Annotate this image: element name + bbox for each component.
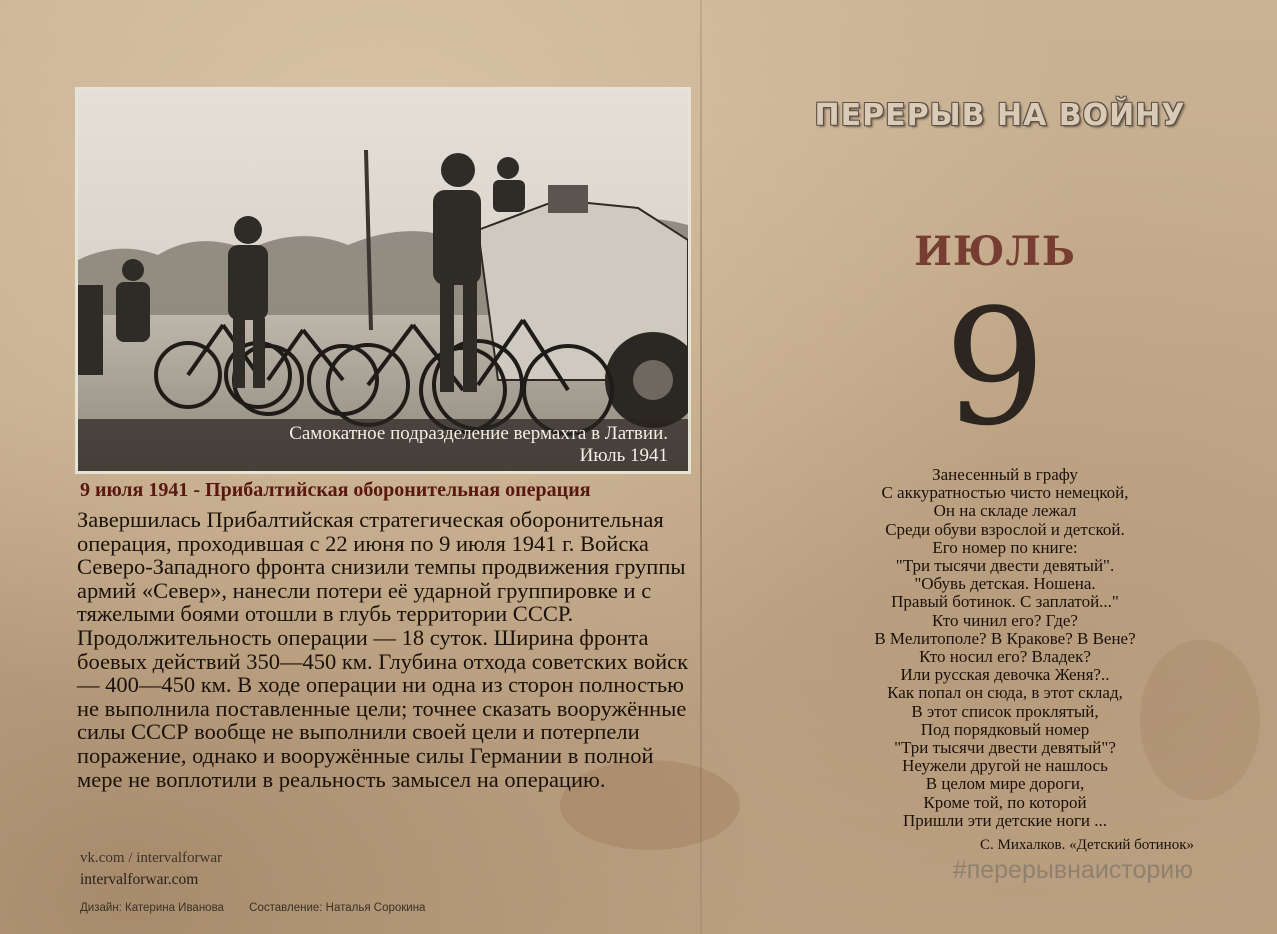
poem-line: Или русская девочка Женя?..: [900, 665, 1110, 685]
poem-author: С. Михалков. «Детский ботинок»: [980, 837, 1194, 853]
poem-line: "Три тысячи двести девятый"?: [894, 738, 1116, 758]
poem-line: Правый ботинок. С заплатой...": [891, 592, 1119, 612]
poem-line: Под порядковый номер: [920, 719, 1090, 739]
vk-link[interactable]: vk.com / intervalforwar: [80, 850, 223, 866]
poem-line: "Обувь детская. Ношена.: [914, 574, 1096, 594]
poem-line: Неужели другой не нашлось: [902, 756, 1108, 776]
poem-line: В Мелитополе? В Кракове? В Вене?: [874, 628, 1136, 648]
poem-line: Его номер по книге:: [932, 537, 1078, 557]
event-title: 9 июля 1941 - Прибалтийская оборонительная операция: [80, 479, 591, 501]
brand-title: ПЕРЕРЫВ НА ВОЙНУ: [814, 97, 1186, 133]
poem-line: Пришли эти детские ноги ...: [902, 810, 1108, 830]
poem-line: Кто чинил его? Где?: [932, 610, 1078, 630]
poem-line: Он на складе лежал: [933, 501, 1077, 521]
photo-caption: [78, 419, 688, 471]
poem: [800, 466, 1210, 830]
hashtag[interactable]: #перерывнаисторию: [952, 856, 1193, 884]
poem-line: Как попал он сюда, в этот склад,: [887, 683, 1123, 703]
credits: [80, 902, 447, 914]
poem-line: Занесенный в графу: [932, 465, 1078, 484]
photo-caption-line1: Самокатное подразделение вермахта в Латвии.: [289, 423, 668, 444]
historical-photo: [78, 90, 688, 471]
credit-compiled: Составление: Наталья Сорокина: [249, 902, 426, 914]
poem-line: Кто носил его? Владек?: [919, 647, 1091, 667]
poem-line: Среди обуви взрослой и детской.: [885, 519, 1125, 539]
poem-line: В этот список проклятый,: [911, 701, 1099, 721]
poem-line: Кроме той, по которой: [923, 792, 1087, 812]
poem-line: В целом мире дороги,: [925, 774, 1085, 794]
credit-design: Дизайн: Катерина Иванова: [80, 902, 224, 914]
event-description: Завершилась Прибалтийская стратегическая оборонительная операция, проходившая с 22 июня по 9 июля 1941 г. Войска Северо-Западного фронта снизили темпы продвижения группы армий «Север», нанесли потери её ударной группировке и с тяжелыми боями отошли в глубь территории СССР. Продолжительность операции — 18 суток. Ширина фронта боевых действий 350—450 км. Глубина отхода советских войск — 400—450 км. В ходе операции ни одна из сторон полностью не выполнила поставленные цели; точнее сказать вооружённые силы СССР вообще не выполнили своей цели и потерпели поражение, однако и вооружённые силы Германии в полной мере не воплотили в реальность замысел на операцию.: [77, 507, 689, 792]
poem-line: "Три тысячи двести девятый".: [895, 556, 1115, 576]
poem-line: С аккуратностью чисто немецкой,: [881, 483, 1129, 503]
photo-caption-line2: Июль 1941: [579, 445, 668, 466]
calendar-month: ИЮЛЬ: [914, 228, 1076, 275]
photo-illustration: [78, 90, 688, 471]
calendar-day: 9: [944, 274, 1046, 461]
site-link[interactable]: intervalforwar.com: [80, 871, 199, 888]
